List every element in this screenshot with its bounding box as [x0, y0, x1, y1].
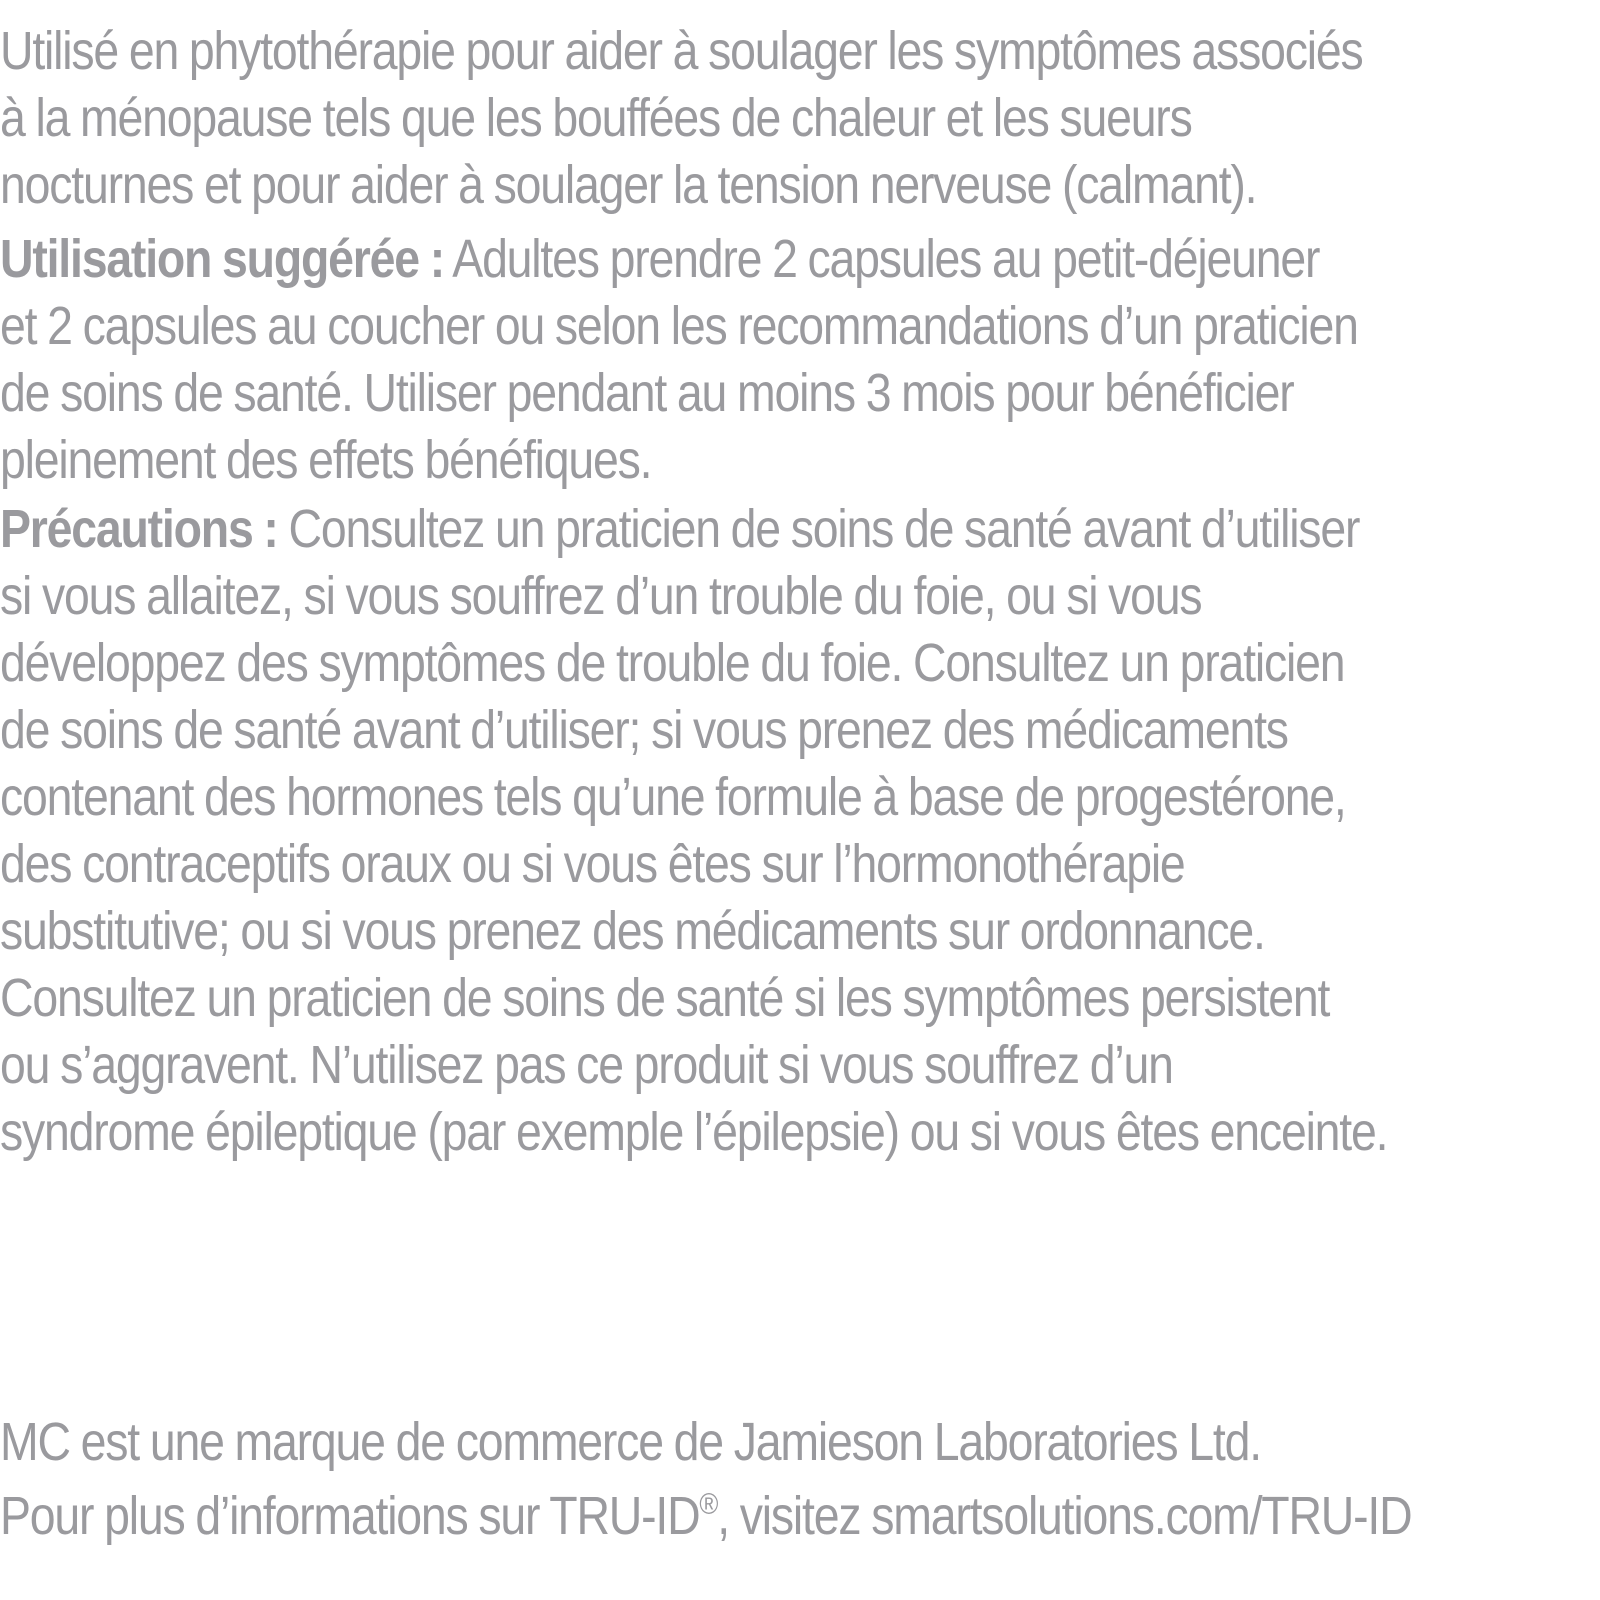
- precautions-line: substitutive; ou si vous prenez des médicaments sur ordonnance.: [0, 901, 1265, 961]
- precautions-paragraph: [0, 496, 1600, 1166]
- usage-line: et 2 capsules au coucher ou selon les recommandations d’un praticien: [0, 296, 1358, 356]
- more-info-prefix: Pour plus d’informations sur TRU-ID: [0, 1486, 700, 1546]
- footer-paragraph: [0, 1405, 1600, 1553]
- more-info-suffix: , visitez smartsolutions.com/TRU-ID: [717, 1486, 1412, 1546]
- usage-paragraph: [0, 226, 1600, 494]
- precautions-line: si vous allaitez, si vous souffrez d’un trouble du foie, ou si vous: [0, 566, 1202, 626]
- precautions-line: contenant des hormones tels qu’une formule à base de progestérone,: [0, 767, 1346, 827]
- precautions-line: ou s’aggravent. N’utilisez pas ce produit si vous souffrez d’un: [0, 1035, 1173, 1095]
- indications-line: à la ménopause tels que les bouffées de chaleur et les sueurs: [0, 88, 1192, 148]
- usage-line: de soins de santé. Utiliser pendant au moins 3 mois pour bénéficier: [0, 363, 1294, 423]
- precautions-line: des contraceptifs oraux ou si vous êtes sur l’hormonothérapie: [0, 834, 1185, 894]
- indications-line: Utilisé en phytothérapie pour aider à soulager les symptômes associés: [0, 21, 1363, 81]
- usage-heading: Utilisation suggérée :: [0, 229, 445, 289]
- trademark-notice: MC est une marque de commerce de Jamieson Laboratories Ltd.: [0, 1412, 1261, 1472]
- precautions-line: Consultez un praticien de soins de santé si les symptômes persistent: [0, 968, 1330, 1028]
- usage-text: Adultes prendre 2 capsules au petit-déjeuner: [444, 229, 1320, 289]
- precautions-line: développez des symptômes de trouble du foie. Consultez un praticien: [0, 633, 1345, 693]
- precautions-heading: Précautions :: [0, 499, 278, 559]
- precautions-text: Consultez un praticien de soins de santé avant d’utiliser: [277, 499, 1360, 559]
- indications-paragraph: [0, 18, 1600, 219]
- usage-line: pleinement des effets bénéfiques.: [0, 430, 652, 490]
- precautions-line: syndrome épileptique (par exemple l’épilepsie) ou si vous êtes enceinte.: [0, 1102, 1388, 1162]
- precautions-line: de soins de santé avant d’utiliser; si vous prenez des médicaments: [0, 700, 1288, 760]
- more-info-line: [0, 1479, 1600, 1553]
- indications-line: nocturnes et pour aider à soulager la tension nerveuse (calmant).: [0, 155, 1257, 215]
- registered-mark: ®: [699, 1488, 718, 1521]
- usage-line: [0, 226, 1600, 293]
- precautions-line: [0, 496, 1600, 563]
